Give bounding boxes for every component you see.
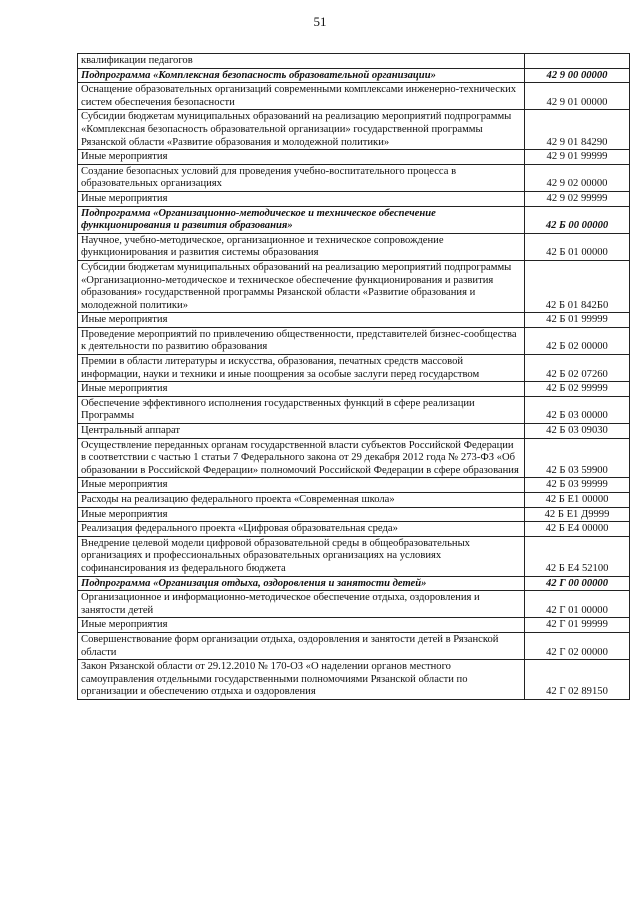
expense-name-cell: Научное, учебно-методическое, организационное и техническое сопровождение функционирования и развития системы образования (78, 233, 525, 260)
classification-code-cell: 42 Б 01 842Б0 (525, 260, 630, 312)
table-row (78, 382, 630, 397)
classification-code-cell: 42 Б 02 07260 (525, 355, 630, 382)
expense-name-cell: Проведение мероприятий по привлечению общественности, представителей бизнес-сообщества к деятельности по развитию образования (78, 327, 525, 354)
table-row (78, 355, 630, 382)
classification-code-cell: 42 Г 01 00000 (525, 591, 630, 618)
classification-code-cell: 42 9 00 00000 (525, 68, 630, 83)
expense-name-cell: Субсидии бюджетам муниципальных образований на реализацию мероприятий подпрограммы «Комплексная безопасность образовательной организации» государственной программы Рязанской области «Развитие образования и молодежной политики» (78, 110, 525, 150)
expense-name-cell: Оснащение образовательных организаций современными комплексами инженерно-технических систем обеспечения безопасности (78, 83, 525, 110)
table-row (78, 536, 630, 576)
table-row (78, 591, 630, 618)
classification-code-cell: 42 Б 00 00000 (525, 206, 630, 233)
table-body (78, 54, 630, 700)
subprogram-row (78, 68, 630, 83)
table-row (78, 632, 630, 659)
expense-name-cell: Расходы на реализацию федерального проекта «Современная школа» (78, 493, 525, 508)
expense-name-cell: Иные мероприятия (78, 150, 525, 165)
classification-code-cell: 42 Г 02 89150 (525, 660, 630, 700)
table-row (78, 660, 630, 700)
expense-name-cell: Внедрение целевой модели цифровой образовательной среды в общеобразовательных организациях и профессиональных образовательных организациях на условиях софинансирования из федерального бюджета (78, 536, 525, 576)
classification-code-cell: 42 9 02 00000 (525, 164, 630, 191)
table-row (78, 164, 630, 191)
classification-code-cell: 42 Б 01 99999 (525, 313, 630, 328)
table-row (78, 522, 630, 537)
classification-code-cell: 42 Б 03 00000 (525, 396, 630, 423)
table-row (78, 110, 630, 150)
expense-name-cell: Иные мероприятия (78, 507, 525, 522)
expense-name-cell: Иные мероприятия (78, 191, 525, 206)
expense-name-cell: Обеспечение эффективного исполнения государственных функций в сфере реализации Программы (78, 396, 525, 423)
classification-code-cell: 42 Б Е1 00000 (525, 493, 630, 508)
classification-code-cell: 42 Б 03 99999 (525, 478, 630, 493)
table-row (78, 618, 630, 633)
subprogram-row (78, 206, 630, 233)
expense-name-cell: Создание безопасных условий для проведения учебно-воспитательного процесса в образовательных организациях (78, 164, 525, 191)
expense-name-cell: Иные мероприятия (78, 313, 525, 328)
table-row (78, 191, 630, 206)
expense-name-cell: Иные мероприятия (78, 382, 525, 397)
budget-classification-table (77, 53, 630, 700)
classification-code-cell (525, 54, 630, 69)
expense-name-cell: Центральный аппарат (78, 424, 525, 439)
table-row (78, 507, 630, 522)
classification-code-cell: 42 Б 03 59900 (525, 438, 630, 478)
expense-name-cell: Иные мероприятия (78, 618, 525, 633)
table-row (78, 150, 630, 165)
table-row (78, 327, 630, 354)
expense-name-cell: Подпрограмма «Комплексная безопасность образовательной организации» (78, 68, 525, 83)
expense-name-cell: Иные мероприятия (78, 478, 525, 493)
classification-code-cell: 42 Б 02 99999 (525, 382, 630, 397)
expense-name-cell: Организационное и информационно-методическое обеспечение отдыха, оздоровления и занятости детей (78, 591, 525, 618)
subprogram-row (78, 576, 630, 591)
expense-name-cell: Совершенствование форм организации отдыха, оздоровления и занятости детей в Рязанской области (78, 632, 525, 659)
expense-name-cell: Реализация федерального проекта «Цифровая образовательная среда» (78, 522, 525, 537)
table-row (78, 493, 630, 508)
table-row (78, 54, 630, 69)
classification-code-cell: 42 Б Е4 52100 (525, 536, 630, 576)
table-row (78, 438, 630, 478)
classification-code-cell: 42 Г 02 00000 (525, 632, 630, 659)
expense-name-cell: Осуществление переданных органам государственной власти субъектов Российской Федерации в соответствии с частью 1 статьи 7 Федерального закона от 29 декабря 2012 года № 273-ФЗ «Об образовании в Российской Федерации» полномочий Российской Федерации в сфере образования (78, 438, 525, 478)
expense-name-cell: Премии в области литературы и искусства, образования, печатных средств массовой информации, науки и техники и иные поощрения за особые заслуги перед государством (78, 355, 525, 382)
classification-code-cell: 42 Б Е4 00000 (525, 522, 630, 537)
classification-code-cell: 42 Б Е1 Д9999 (525, 507, 630, 522)
expense-name-cell: Субсидии бюджетам муниципальных образований на реализацию мероприятий подпрограммы «Организационно-методическое и техническое обеспечение функционирования и развития образования» государственной программы Рязанской области «Развитие образования и молодежной политики» (78, 260, 525, 312)
table-row (78, 313, 630, 328)
table-row (78, 478, 630, 493)
expense-name-cell: Подпрограмма «Организационно-методическое и техническое обеспечение функционирования и развития образования» (78, 206, 525, 233)
classification-code-cell: 42 9 01 00000 (525, 83, 630, 110)
table-row (78, 260, 630, 312)
classification-code-cell: 42 Г 01 99999 (525, 618, 630, 633)
table-row (78, 233, 630, 260)
expense-name-cell: квалификации педагогов (78, 54, 525, 69)
classification-code-cell: 42 Б 01 00000 (525, 233, 630, 260)
expense-name-cell: Закон Рязанской области от 29.12.2010 № 170-ОЗ «О наделении органов местного самоуправления отдельными государственными полномочиями Рязанской области по организации и обеспечению отдыха и оздоровления (78, 660, 525, 700)
classification-code-cell: 42 9 02 99999 (525, 191, 630, 206)
table-row (78, 83, 630, 110)
expense-name-cell: Подпрограмма «Организация отдыха, оздоровления и занятости детей» (78, 576, 525, 591)
classification-code-cell: 42 9 01 99999 (525, 150, 630, 165)
classification-code-cell: 42 Б 02 00000 (525, 327, 630, 354)
classification-code-cell: 42 Б 03 09030 (525, 424, 630, 439)
table-row (78, 424, 630, 439)
table-row (78, 396, 630, 423)
classification-code-cell: 42 9 01 84290 (525, 110, 630, 150)
classification-code-cell: 42 Г 00 00000 (525, 576, 630, 591)
page-number: 51 (313, 14, 327, 29)
